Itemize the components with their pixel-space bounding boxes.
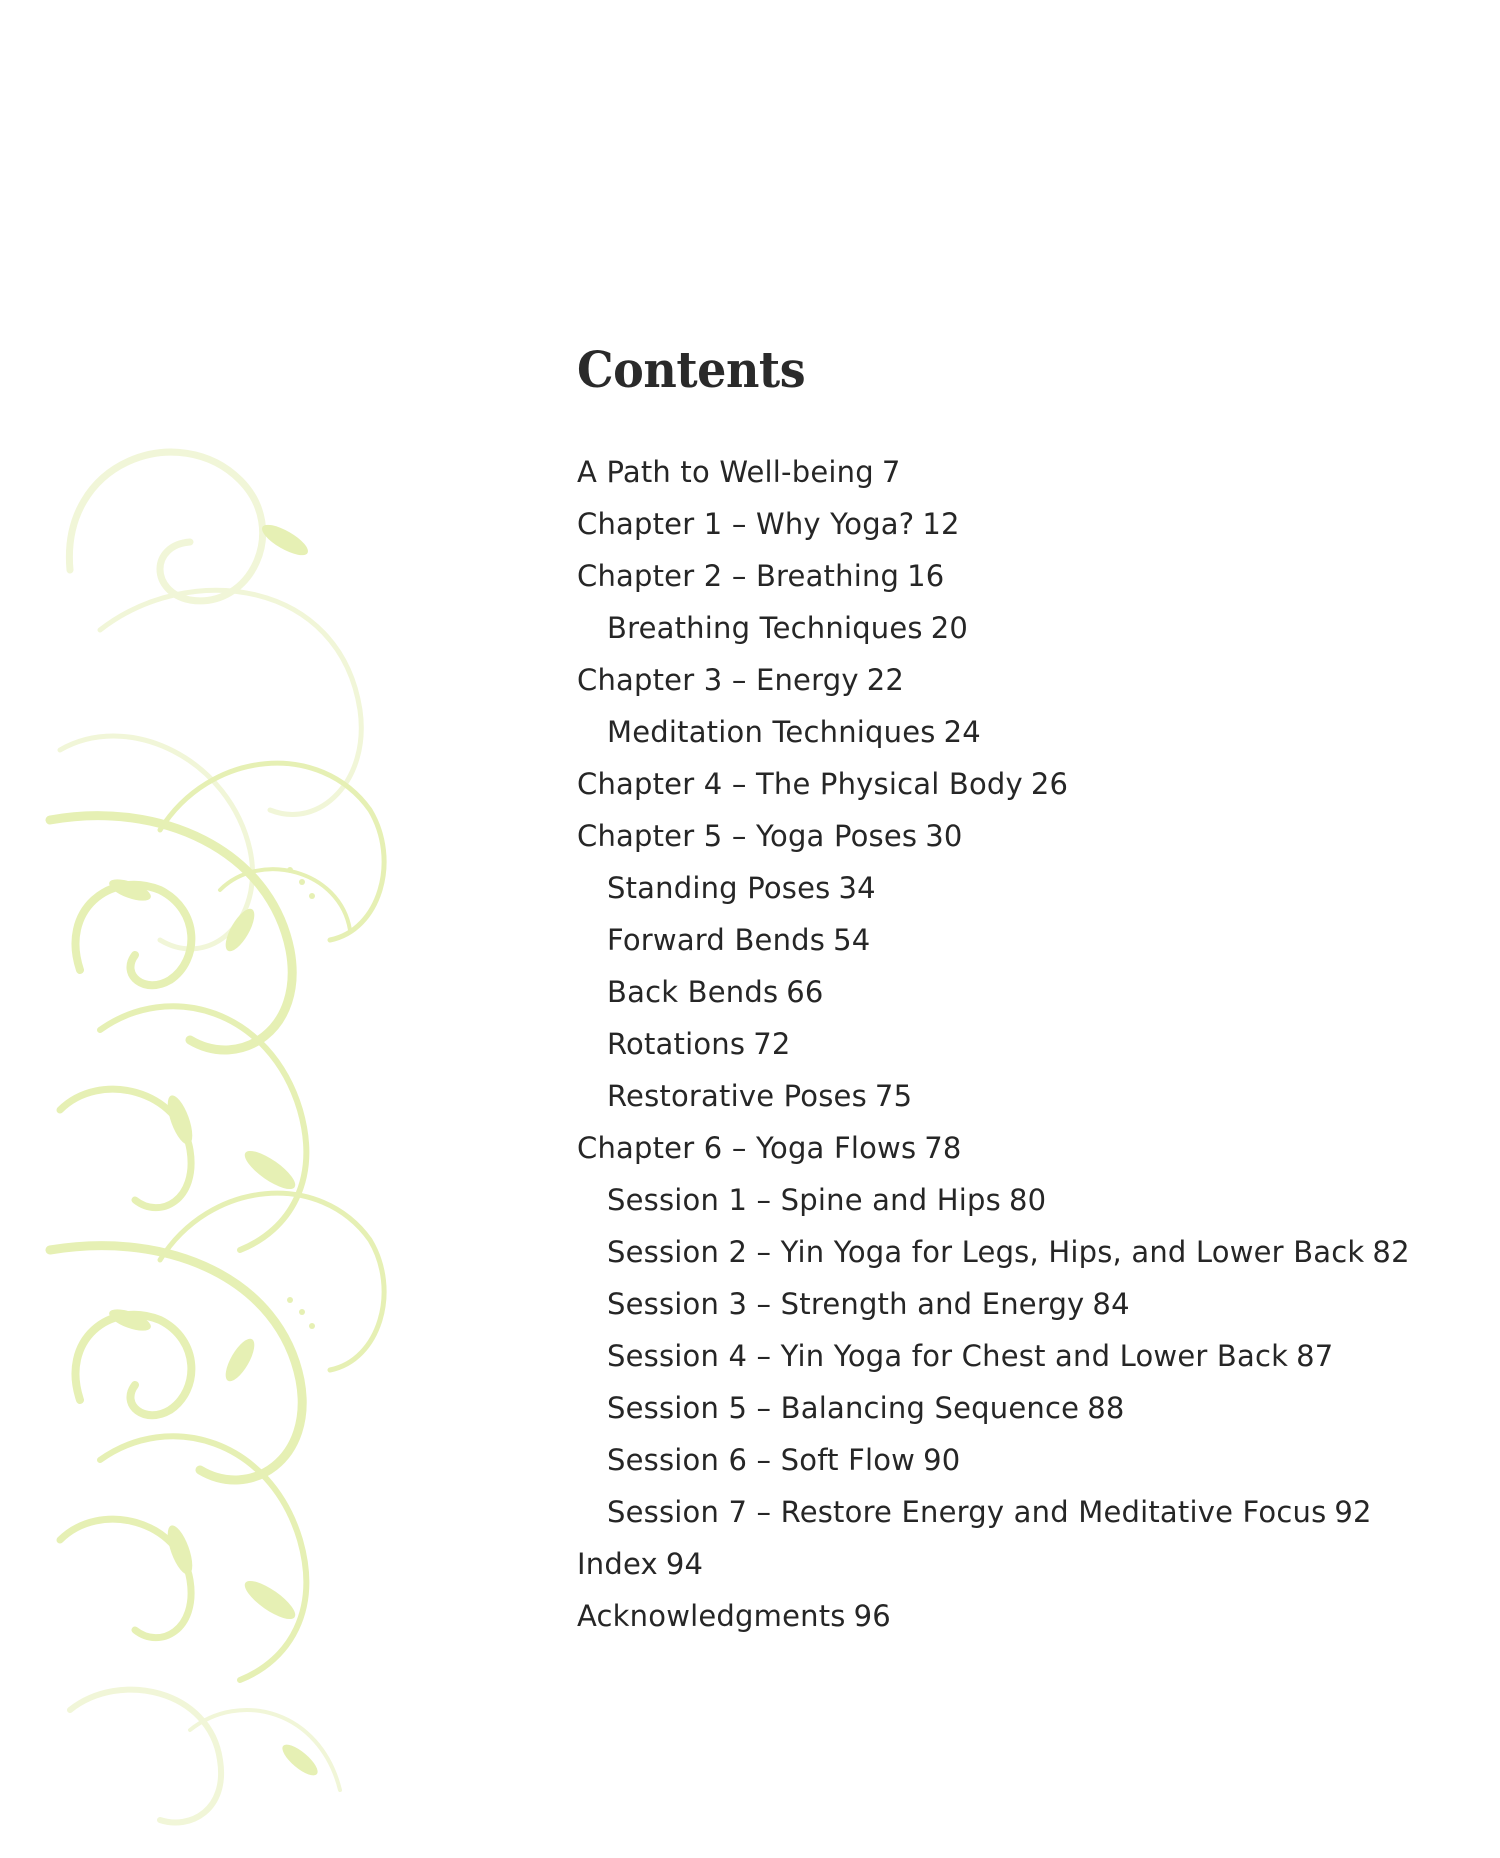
toc-subentry (577, 1174, 1457, 1226)
toc-entry-label: Session 7 – Restore Energy and Meditative Focus (607, 1495, 1327, 1529)
toc-entry (577, 446, 1457, 498)
toc-page-number: 96 (853, 1599, 891, 1633)
toc-page-number: 90 (923, 1443, 961, 1477)
toc-entry-label: Chapter 5 – Yoga Poses (577, 819, 918, 853)
toc-page-number: 22 (866, 663, 904, 697)
floral-swirl-ornament (40, 330, 460, 1858)
toc-entry-label: Rotations (607, 1027, 746, 1061)
toc-entry-label: Back Bends (607, 975, 779, 1009)
page-title: Contents (577, 340, 806, 399)
toc-page-number: 26 (1030, 767, 1069, 801)
toc-entry-label: Session 3 – Strength and Energy (607, 1287, 1085, 1321)
toc-subentry (577, 1070, 1457, 1122)
toc-subentry (577, 966, 1457, 1018)
toc-page-number: 92 (1334, 1495, 1372, 1529)
toc-entry (577, 498, 1457, 550)
toc-page-number: 84 (1092, 1287, 1130, 1321)
toc-page-number: 20 (930, 611, 969, 645)
toc-page-number: 82 (1372, 1235, 1410, 1269)
toc-page-number: 94 (665, 1547, 704, 1581)
toc-entry-label: Standing Poses (607, 871, 831, 905)
toc-entry (577, 1538, 1457, 1590)
toc-page-number: 30 (925, 819, 963, 853)
toc-entry (577, 758, 1457, 810)
toc-page-number: 78 (924, 1131, 962, 1165)
toc-subentry (577, 1330, 1457, 1382)
toc-page-number: 12 (922, 507, 960, 541)
toc-entry-label: Acknowledgments (577, 1599, 846, 1633)
toc-entry-label: Session 5 – Balancing Sequence (607, 1391, 1080, 1425)
toc-entry (577, 810, 1457, 862)
toc-subentry (577, 1018, 1457, 1070)
toc-entry (577, 654, 1457, 706)
toc-subentry (577, 602, 1457, 654)
toc-page-number: 34 (838, 871, 876, 905)
toc-page-number: 72 (753, 1027, 791, 1061)
toc-entry-label: Meditation Techniques (607, 715, 936, 749)
toc-entry-label: Chapter 4 – The Physical Body (577, 767, 1023, 801)
toc-entry (577, 550, 1457, 602)
toc-entry-label: Session 6 – Soft Flow (607, 1443, 916, 1477)
toc-subentry (577, 1434, 1457, 1486)
toc-entry-label: Session 1 – Spine and Hips (607, 1183, 1001, 1217)
toc-subentry (577, 1382, 1457, 1434)
toc-entry-label: Chapter 1 – Why Yoga? (577, 507, 915, 541)
toc-page-number: 54 (833, 923, 871, 957)
toc-subentry (577, 1226, 1457, 1278)
toc-page-number: 75 (874, 1079, 913, 1113)
toc-subentry (577, 706, 1457, 758)
toc-page-number: 24 (943, 715, 981, 749)
toc-page-number: 16 (907, 559, 945, 593)
table-of-contents (577, 340, 1457, 1642)
toc-page-number: 87 (1296, 1339, 1334, 1373)
toc-entry-label: Session 4 – Yin Yoga for Chest and Lower Back (607, 1339, 1289, 1373)
toc-page-number: 7 (881, 455, 901, 489)
toc-subentry (577, 1278, 1457, 1330)
toc-page-number: 88 (1087, 1391, 1125, 1425)
toc-entry-label: Restorative Poses (607, 1079, 867, 1113)
toc-entry-list (577, 446, 1457, 1642)
toc-subentry (577, 914, 1457, 966)
toc-entry-label: Chapter 3 – Energy (577, 663, 859, 697)
toc-subentry (577, 1486, 1457, 1538)
toc-page-number: 66 (786, 975, 824, 1009)
toc-entry-label: Forward Bends (607, 923, 826, 957)
toc-entry-label: Index (577, 1547, 658, 1581)
toc-page-number: 80 (1008, 1183, 1047, 1217)
toc-entry-label: A Path to Well-being (577, 455, 874, 489)
toc-entry (577, 1122, 1457, 1174)
toc-subentry (577, 862, 1457, 914)
toc-entry-label: Session 2 – Yin Yoga for Legs, Hips, and Lower Back (607, 1235, 1365, 1269)
toc-entry (577, 1590, 1457, 1642)
toc-entry-label: Chapter 2 – Breathing (577, 559, 900, 593)
toc-entry-label: Chapter 6 – Yoga Flows (577, 1131, 917, 1165)
toc-entry-label: Breathing Techniques (607, 611, 923, 645)
